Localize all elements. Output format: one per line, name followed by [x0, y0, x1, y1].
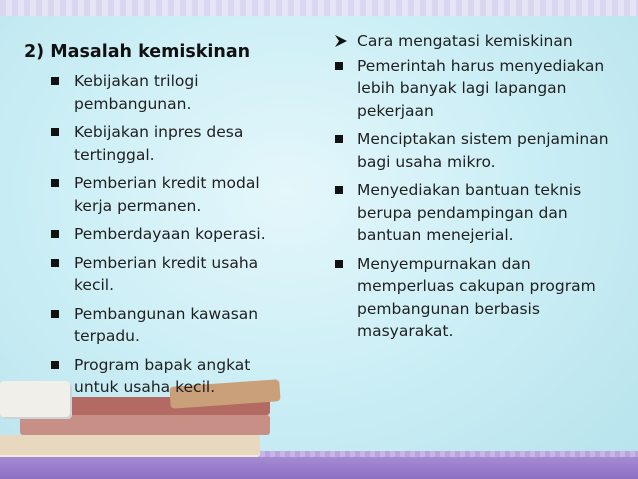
list-item: Kebijakan inpres desa tertinggal. [24, 121, 294, 166]
left-column [24, 30, 294, 405]
square-bullet-icon [335, 62, 343, 70]
square-bullet-icon [335, 260, 343, 268]
arrow-bullet-icon [334, 34, 348, 48]
right-heading: Cara mengatasi kemiskinan [357, 32, 573, 50]
list-item: Pembangunan kawasan terpadu. [24, 303, 294, 348]
right-bullet-list [334, 30, 624, 343]
list-item: Program bapak angkat untuk usaha kecil. [24, 354, 294, 399]
list-item: Kebijakan trilogi pembangunan. [24, 70, 294, 115]
square-bullet-icon [51, 77, 59, 85]
right-heading-item [334, 30, 624, 53]
left-heading: 2) Masalah kemiskinan [24, 42, 251, 62]
list-item: Menyediakan bantuan teknis berupa pendampingan dan bantuan menejerial. [334, 179, 624, 247]
list-item: Pemberian kredit modal kerja permanen. [24, 172, 294, 217]
list-item: Pemerintah harus menyediakan lebih banyak lagi lapangan pekerjaan [334, 55, 624, 123]
square-bullet-icon [51, 179, 59, 187]
top-decorative-stripe [0, 0, 638, 16]
square-bullet-icon [335, 135, 343, 143]
right-column [334, 30, 624, 349]
square-bullet-icon [51, 310, 59, 318]
square-bullet-icon [335, 186, 343, 194]
bottom-decorative-band [0, 457, 638, 479]
list-item: Menciptakan sistem penjaminan bagi usaha mikro. [334, 128, 624, 173]
list-item: Pemberdayaan koperasi. [24, 223, 294, 246]
list-item: Pemberian kredit usaha kecil. [24, 252, 294, 297]
square-bullet-icon [51, 128, 59, 136]
list-item: Menyempurnakan dan memperluas cakupan program pembangunan berbasis masyarakat. [334, 253, 624, 343]
square-bullet-icon [51, 361, 59, 369]
square-bullet-icon [51, 259, 59, 267]
square-bullet-icon [51, 230, 59, 238]
left-bullet-list [24, 70, 294, 399]
